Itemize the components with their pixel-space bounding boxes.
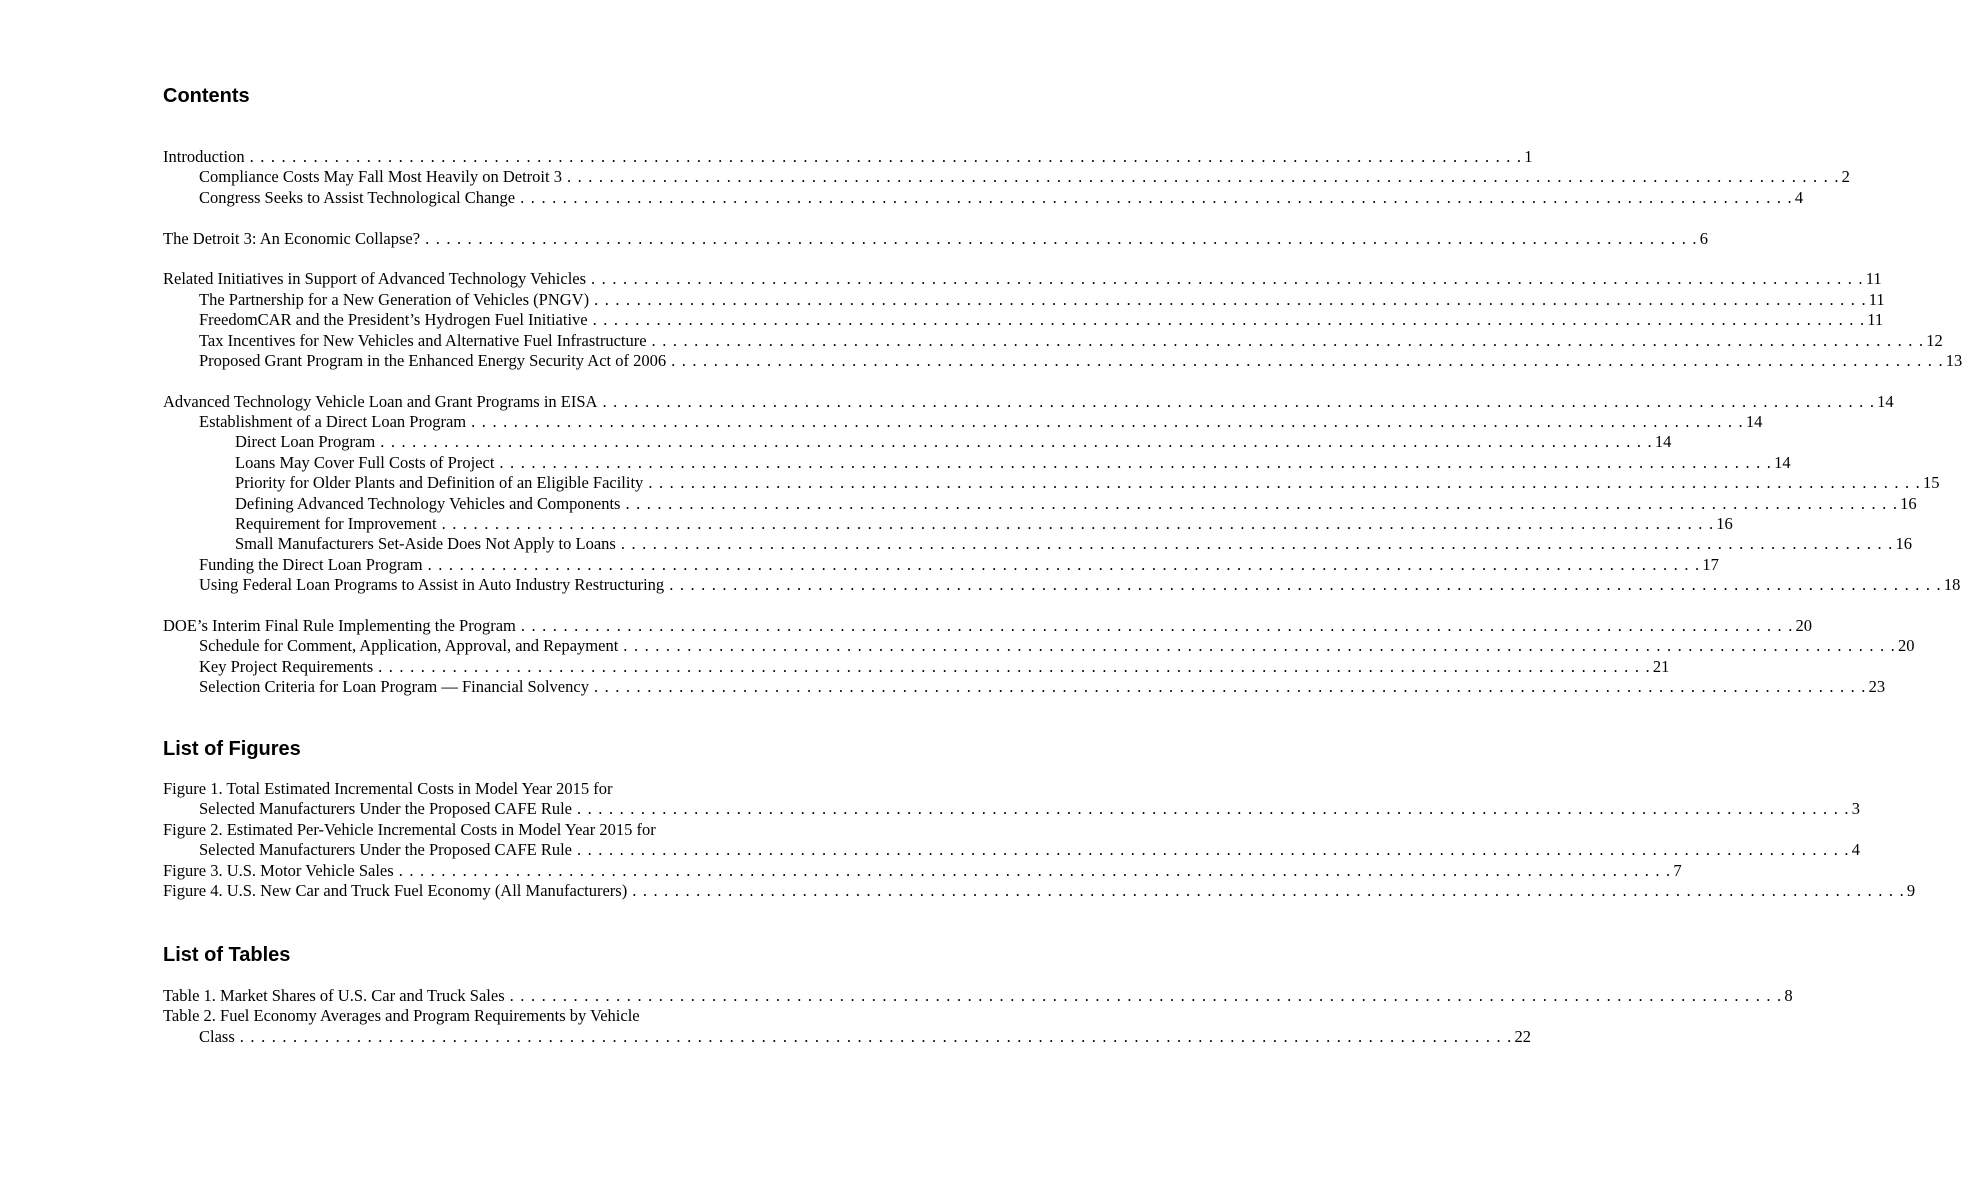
toc-entry-page: 17 — [1702, 554, 1719, 574]
toc-entry-page: 6 — [1699, 228, 1709, 248]
figure-entry[interactable] — [163, 840, 1860, 860]
toc-entry[interactable] — [163, 514, 1733, 534]
toc-entry-title: Key Project Requirements — [199, 656, 374, 676]
leader-dots: . . . . . . . . . . . . . . . . . . . . . . . . . . . . . . . . . . . . . . . . . . . . . . . . . . . . . . . . . . . . . . . . . . . . . . . . . . . . . . . . . . . . . . . . . . . . . . . . . . . . . . . . . . . . . . . . . . . . . . . . — [651, 330, 1925, 350]
leader-dots: . . . . . . . . . . . . . . . . . . . . . . . . . . . . . . . . . . . . . . . . . . . . . . . . . . . . . . . . . . . . . . . . . . . . . . . . . . . . . . . . . . . . . . . . . . . . . . . . . . . . . . . . . . . . . . . . . . . . . . . . — [593, 677, 1867, 697]
toc-entry-title: The Detroit 3: An Economic Collapse? — [163, 228, 421, 248]
toc-entry[interactable] — [163, 493, 1917, 514]
toc-entry-page: 11 — [1868, 289, 1885, 309]
table-entry[interactable] — [163, 1026, 1531, 1047]
figure-entry-title: Selected Manufacturers Under the Proposed CAFE Rule — [199, 799, 572, 819]
toc-entry-page: 20 — [1897, 636, 1915, 656]
toc-entry-title: Tax Incentives for New Vehicles and Alternative Fuel Infrastructure — [199, 330, 647, 350]
toc-entry[interactable] — [163, 636, 1915, 656]
toc-entry-page: 4 — [1794, 187, 1804, 207]
toc-entry-title: Small Manufacturers Set-Aside Does Not Apply to Loans — [235, 534, 616, 554]
leader-dots: . . . . . . . . . . . . . . . . . . . . . . . . . . . . . . . . . . . . . . . . . . . . . . . . . . . . . . . . . . . . . . . . . . . . . . . . . . . . . . . . . . . . . . . . . . . . . . . . . . . . . . . . . . . . . . . . . . . . . . . . — [378, 656, 1651, 676]
leader-dots: . . . . . . . . . . . . . . . . . . . . . . . . . . . . . . . . . . . . . . . . . . . . . . . . . . . . . . . . . . . . . . . . . . . . . . . . . . . . . . . . . . . . . . . . . . . . . . . . . . . . . . . . . . . . . . . . . . . . . . . . — [577, 840, 1850, 860]
table-entry-page: 8 — [1784, 986, 1793, 1005]
toc-entry-title: Related Initiatives in Support of Advanced Technology Vehicles — [163, 269, 587, 289]
toc-entry-page: 14 — [1654, 432, 1672, 452]
toc-entry-page: 14 — [1745, 412, 1763, 432]
toc-entry[interactable] — [163, 432, 1672, 452]
toc-entry[interactable] — [163, 391, 1894, 412]
toc-entry-title: Defining Advanced Technology Vehicles and Components — [235, 493, 621, 513]
figure-entry-first-line[interactable]: Figure 2. Estimated Per-Vehicle Incremental Costs in Model Year 2015 for — [163, 819, 656, 839]
list-of-tables-heading: List of Tables — [163, 944, 291, 966]
toc-entry-title: The Partnership for a New Generation of Vehicles (PNGV) — [199, 289, 590, 309]
contents-list — [163, 147, 1962, 698]
toc-entry-title: Requirement for Improvement — [235, 514, 437, 534]
table-entry[interactable] — [163, 986, 1793, 1006]
leader-dots: . . . . . . . . . . . . . . . . . . . . . . . . . . . . . . . . . . . . . . . . . . . . . . . . . . . . . . . . . . . . . . . . . . . . . . . . . . . . . . . . . . . . . . . . . . . . . . . . . . . . . . . . . . . . . . . . . . . . . . . . — [398, 860, 1672, 880]
toc-entry-page: 14 — [1877, 391, 1894, 411]
figure-entry[interactable] — [163, 880, 1916, 901]
toc-entry[interactable] — [163, 350, 1962, 371]
figure-entry-page: 3 — [1851, 799, 1860, 819]
toc-entry-page: 11 — [1865, 269, 1882, 289]
leader-dots: . . . . . . . . . . . . . . . . . . . . . . . . . . . . . . . . . . . . . . . . . . . . . . . . . . . . . . . . . . . . . . . . . . . . . . . . . . . . . . . . . . . . . . . . . . . . . . . . . . . . . . . . . . . . . . . . . . . . . . . . — [602, 391, 1876, 411]
leader-dots: . . . . . . . . . . . . . . . . . . . . . . . . . . . . . . . . . . . . . . . . . . . . . . . . . . . . . . . . . . . . . . . . . . . . . . . . . . . . . . . . . . . . . . . . . . . . . . . . . . . . . . . . . . . . . . . . . . . . . . . . — [520, 615, 1794, 635]
table-entry-first-line[interactable]: Table 2. Fuel Economy Averages and Program Requirements by Vehicle — [163, 1006, 640, 1026]
figure-entry-page: 9 — [1906, 880, 1916, 900]
toc-entry[interactable] — [163, 615, 1813, 636]
toc-entry-page: 16 — [1895, 534, 1913, 554]
toc-entry[interactable] — [163, 677, 1886, 697]
leader-dots: . . . . . . . . . . . . . . . . . . . . . . . . . . . . . . . . . . . . . . . . . . . . . . . . . . . . . . . . . . . . . . . . . . . . . . . . . . . . . . . . . . . . . . . . . . . . . . . . . . . . . . . . . . . . . . . . . . . . . . . . — [577, 799, 1850, 819]
toc-entry[interactable] — [163, 452, 1791, 473]
toc-entry-title: Funding the Direct Loan Program — [199, 554, 423, 574]
leader-dots: . . . . . . . . . . . . . . . . . . . . . . . . . . . . . . . . . . . . . . . . . . . . . . . . . . . . . . . . . . . . . . . . . . . . . . . . . . . . . . . . . . . . . . . . . . . . . . . . . . . . . . . . . . . . . . . . . . . . . . . . — [594, 289, 1867, 309]
toc-entry-title: Priority for Older Plants and Definition of an Eligible Facility — [235, 473, 644, 493]
toc-entry[interactable] — [163, 656, 1670, 677]
toc-entry-page: 16 — [1900, 493, 1917, 513]
toc-entry-title: Advanced Technology Vehicle Loan and Grant Programs in EISA — [163, 391, 598, 411]
leader-dots: . . . . . . . . . . . . . . . . . . . . . . . . . . . . . . . . . . . . . . . . . . . . . . . . . . . . . . . . . . . . . . . . . . . . . . . . . . . . . . . . . . . . . . . . . . . . . . . . . . . . . . . . . . . . . . . . . . . . . . . . — [520, 187, 1793, 207]
leader-dots: . . . . . . . . . . . . . . . . . . . . . . . . . . . . . . . . . . . . . . . . . . . . . . . . . . . . . . . . . . . . . . . . . . . . . . . . . . . . . . . . . . . . . . . . . . . . . . . . . . . . . . . . . . . . . . . . . . . . . . . . — [441, 514, 1715, 534]
toc-entry[interactable] — [163, 575, 1961, 595]
figure-entry-page: 7 — [1673, 860, 1682, 880]
leader-dots: . . . . . . . . . . . . . . . . . . . . . . . . . . . . . . . . . . . . . . . . . . . . . . . . . . . . . . . . . . . . . . . . . . . . . . . . . . . . . . . . . . . . . . . . . . . . . . . . . . . . . . . . . . . . . . . . . . . . . . . . — [509, 986, 1783, 1005]
leader-dots: . . . . . . . . . . . . . . . . . . . . . . . . . . . . . . . . . . . . . . . . . . . . . . . . . . . . . . . . . . . . . . . . . . . . . . . . . . . . . . . . . . . . . . . . . . . . . . . . . . . . . . . . . . . . . . . . . . . . . . . . — [425, 228, 1698, 248]
toc-entry-page: 2 — [1841, 167, 1850, 187]
toc-entry-page: 14 — [1774, 452, 1791, 472]
leader-dots: . . . . . . . . . . . . . . . . . . . . . . . . . . . . . . . . . . . . . . . . . . . . . . . . . . . . . . . . . . . . . . . . . . . . . . . . . . . . . . . . . . . . . . . . . . . . . . . . . . . . . . . . . . . . . . . . . . . . . . . . — [632, 880, 1905, 900]
toc-entry[interactable] — [163, 310, 1884, 330]
toc-entry-page: 23 — [1868, 677, 1886, 697]
leader-dots: . . . . . . . . . . . . . . . . . . . . . . . . . . . . . . . . . . . . . . . . . . . . . . . . . . . . . . . . . . . . . . . . . . . . . . . . . . . . . . . . . . . . . . . . . . . . . . . . . . . . . . . . . . . . . . . . . . . . . . . . — [499, 452, 1773, 472]
leader-dots: . . . . . . . . . . . . . . . . . . . . . . . . . . . . . . . . . . . . . . . . . . . . . . . . . . . . . . . . . . . . . . . . . . . . . . . . . . . . . . . . . . . . . . . . . . . . . . . . . . . . . . . . . . . . . . . . . . . . . . . . — [249, 147, 1523, 166]
leader-dots: . . . . . . . . . . . . . . . . . . . . . . . . . . . . . . . . . . . . . . . . . . . . . . . . . . . . . . . . . . . . . . . . . . . . . . . . . . . . . . . . . . . . . . . . . . . . . . . . . . . . . . . . . . . . . . . . . . . . . . . . — [669, 575, 1942, 595]
toc-entry-title: Compliance Costs May Fall Most Heavily on Detroit 3 — [199, 167, 562, 187]
table-entry-title: Table 1. Market Shares of U.S. Car and Truck Sales — [163, 986, 505, 1005]
toc-entry[interactable] — [163, 228, 1709, 249]
leader-dots: . . . . . . . . . . . . . . . . . . . . . . . . . . . . . . . . . . . . . . . . . . . . . . . . . . . . . . . . . . . . . . . . . . . . . . . . . . . . . . . . . . . . . . . . . . . . . . . . . . . . . . . . . . . . . . . . . . . . . . . . — [427, 554, 1701, 574]
table-entry-page: 22 — [1514, 1026, 1531, 1046]
table-entry-title: Class — [199, 1026, 235, 1046]
toc-entry-title: FreedomCAR and the President’s Hydrogen Fuel Initiative — [199, 310, 588, 330]
toc-entry-title: Direct Loan Program — [235, 432, 376, 452]
leader-dots: . . . . . . . . . . . . . . . . . . . . . . . . . . . . . . . . . . . . . . . . . . . . . . . . . . . . . . . . . . . . . . . . . . . . . . . . . . . . . . . . . . . . . . . . . . . . . . . . . . . . . . . . . . . . . . . . . . . . . . . . — [566, 167, 1840, 187]
leader-dots: . . . . . . . . . . . . . . . . . . . . . . . . . . . . . . . . . . . . . . . . . . . . . . . . . . . . . . . . . . . . . . . . . . . . . . . . . . . . . . . . . . . . . . . . . . . . . . . . . . . . . . . . . . . . . . . . . . . . . . . . — [625, 493, 1899, 513]
figure-entry-first-line[interactable]: Figure 1. Total Estimated Incremental Costs in Model Year 2015 for — [163, 779, 613, 798]
leader-dots: . . . . . . . . . . . . . . . . . . . . . . . . . . . . . . . . . . . . . . . . . . . . . . . . . . . . . . . . . . . . . . . . . . . . . . . . . . . . . . . . . . . . . . . . . . . . . . . . . . . . . . . . . . . . . . . . . . . . . . . . — [239, 1026, 1513, 1046]
toc-entry[interactable] — [163, 473, 1940, 493]
toc-entry[interactable] — [163, 534, 1913, 554]
toc-entry-title: Introduction — [163, 147, 245, 166]
toc-entry-page: 21 — [1652, 656, 1670, 676]
toc-entry-title: Schedule for Comment, Application, Approval, and Repayment — [199, 636, 619, 656]
toc-entry-title: DOE’s Interim Final Rule Implementing the Program — [163, 615, 516, 635]
leader-dots: . . . . . . . . . . . . . . . . . . . . . . . . . . . . . . . . . . . . . . . . . . . . . . . . . . . . . . . . . . . . . . . . . . . . . . . . . . . . . . . . . . . . . . . . . . . . . . . . . . . . . . . . . . . . . . . . . . . . . . . . — [671, 350, 1944, 370]
figure-entry-title: Selected Manufacturers Under the Proposed CAFE Rule — [199, 840, 572, 860]
toc-entry-title: Loans May Cover Full Costs of Project — [235, 452, 495, 472]
toc-entry-title: Proposed Grant Program in the Enhanced Energy Security Act of 2006 — [199, 350, 667, 370]
figure-entry-title: Figure 3. U.S. Motor Vehicle Sales — [163, 860, 394, 880]
toc-entry[interactable] — [163, 167, 1850, 187]
toc-entry-page: 20 — [1795, 615, 1813, 635]
figures-list — [163, 779, 1916, 901]
leader-dots: . . . . . . . . . . . . . . . . . . . . . . . . . . . . . . . . . . . . . . . . . . . . . . . . . . . . . . . . . . . . . . . . . . . . . . . . . . . . . . . . . . . . . . . . . . . . . . . . . . . . . . . . . . . . . . . . . . . . . . . . — [648, 473, 1921, 493]
toc-entry[interactable] — [163, 187, 1804, 208]
leader-dots: . . . . . . . . . . . . . . . . . . . . . . . . . . . . . . . . . . . . . . . . . . . . . . . . . . . . . . . . . . . . . . . . . . . . . . . . . . . . . . . . . . . . . . . . . . . . . . . . . . . . . . . . . . . . . . . . . . . . . . . . — [592, 310, 1866, 330]
toc-entry[interactable] — [163, 412, 1763, 432]
figure-entry-page: 4 — [1851, 840, 1860, 860]
toc-entry[interactable] — [163, 289, 1885, 310]
toc-entry[interactable] — [163, 330, 1943, 351]
leader-dots: . . . . . . . . . . . . . . . . . . . . . . . . . . . . . . . . . . . . . . . . . . . . . . . . . . . . . . . . . . . . . . . . . . . . . . . . . . . . . . . . . . . . . . . . . . . . . . . . . . . . . . . . . . . . . . . . . . . . . . . . — [620, 534, 1894, 554]
contents-heading: Contents — [163, 85, 250, 107]
toc-entry-title: Congress Seeks to Assist Technological Change — [199, 187, 516, 207]
toc-entry-page: 18 — [1943, 575, 1961, 595]
figure-entry[interactable] — [163, 860, 1682, 881]
toc-entry-page: 12 — [1926, 330, 1943, 350]
leader-dots: . . . . . . . . . . . . . . . . . . . . . . . . . . . . . . . . . . . . . . . . . . . . . . . . . . . . . . . . . . . . . . . . . . . . . . . . . . . . . . . . . . . . . . . . . . . . . . . . . . . . . . . . . . . . . . . . . . . . . . . . — [471, 412, 1744, 432]
toc-entry[interactable] — [163, 269, 1882, 289]
leader-dots: . . . . . . . . . . . . . . . . . . . . . . . . . . . . . . . . . . . . . . . . . . . . . . . . . . . . . . . . . . . . . . . . . . . . . . . . . . . . . . . . . . . . . . . . . . . . . . . . . . . . . . . . . . . . . . . . . . . . . . . . — [623, 636, 1896, 656]
toc-entry-page: 16 — [1716, 514, 1733, 534]
toc-entry-page: 13 — [1945, 350, 1962, 370]
leader-dots: . . . . . . . . . . . . . . . . . . . . . . . . . . . . . . . . . . . . . . . . . . . . . . . . . . . . . . . . . . . . . . . . . . . . . . . . . . . . . . . . . . . . . . . . . . . . . . . . . . . . . . . . . . . . . . . . . . . . . . . . — [380, 432, 1653, 452]
tables-list — [163, 986, 1793, 1047]
toc-entry-page: 1 — [1524, 147, 1533, 166]
toc-entry[interactable] — [163, 554, 1719, 575]
toc-entry-page: 11 — [1867, 310, 1884, 330]
toc-entry-title: Selection Criteria for Loan Program — Financial Solvency — [199, 677, 589, 697]
toc-entry[interactable] — [163, 147, 1533, 167]
toc-entry-title: Establishment of a Direct Loan Program — [199, 412, 467, 432]
leader-dots: . . . . . . . . . . . . . . . . . . . . . . . . . . . . . . . . . . . . . . . . . . . . . . . . . . . . . . . . . . . . . . . . . . . . . . . . . . . . . . . . . . . . . . . . . . . . . . . . . . . . . . . . . . . . . . . . . . . . . . . . — [591, 269, 1864, 289]
figure-entry[interactable] — [163, 799, 1860, 819]
figure-entry-title: Figure 4. U.S. New Car and Truck Fuel Economy (All Manufacturers) — [163, 880, 628, 900]
toc-entry-title: Using Federal Loan Programs to Assist in Auto Industry Restructuring — [199, 575, 665, 595]
list-of-figures-heading: List of Figures — [163, 738, 301, 760]
toc-entry-page: 15 — [1923, 473, 1940, 493]
